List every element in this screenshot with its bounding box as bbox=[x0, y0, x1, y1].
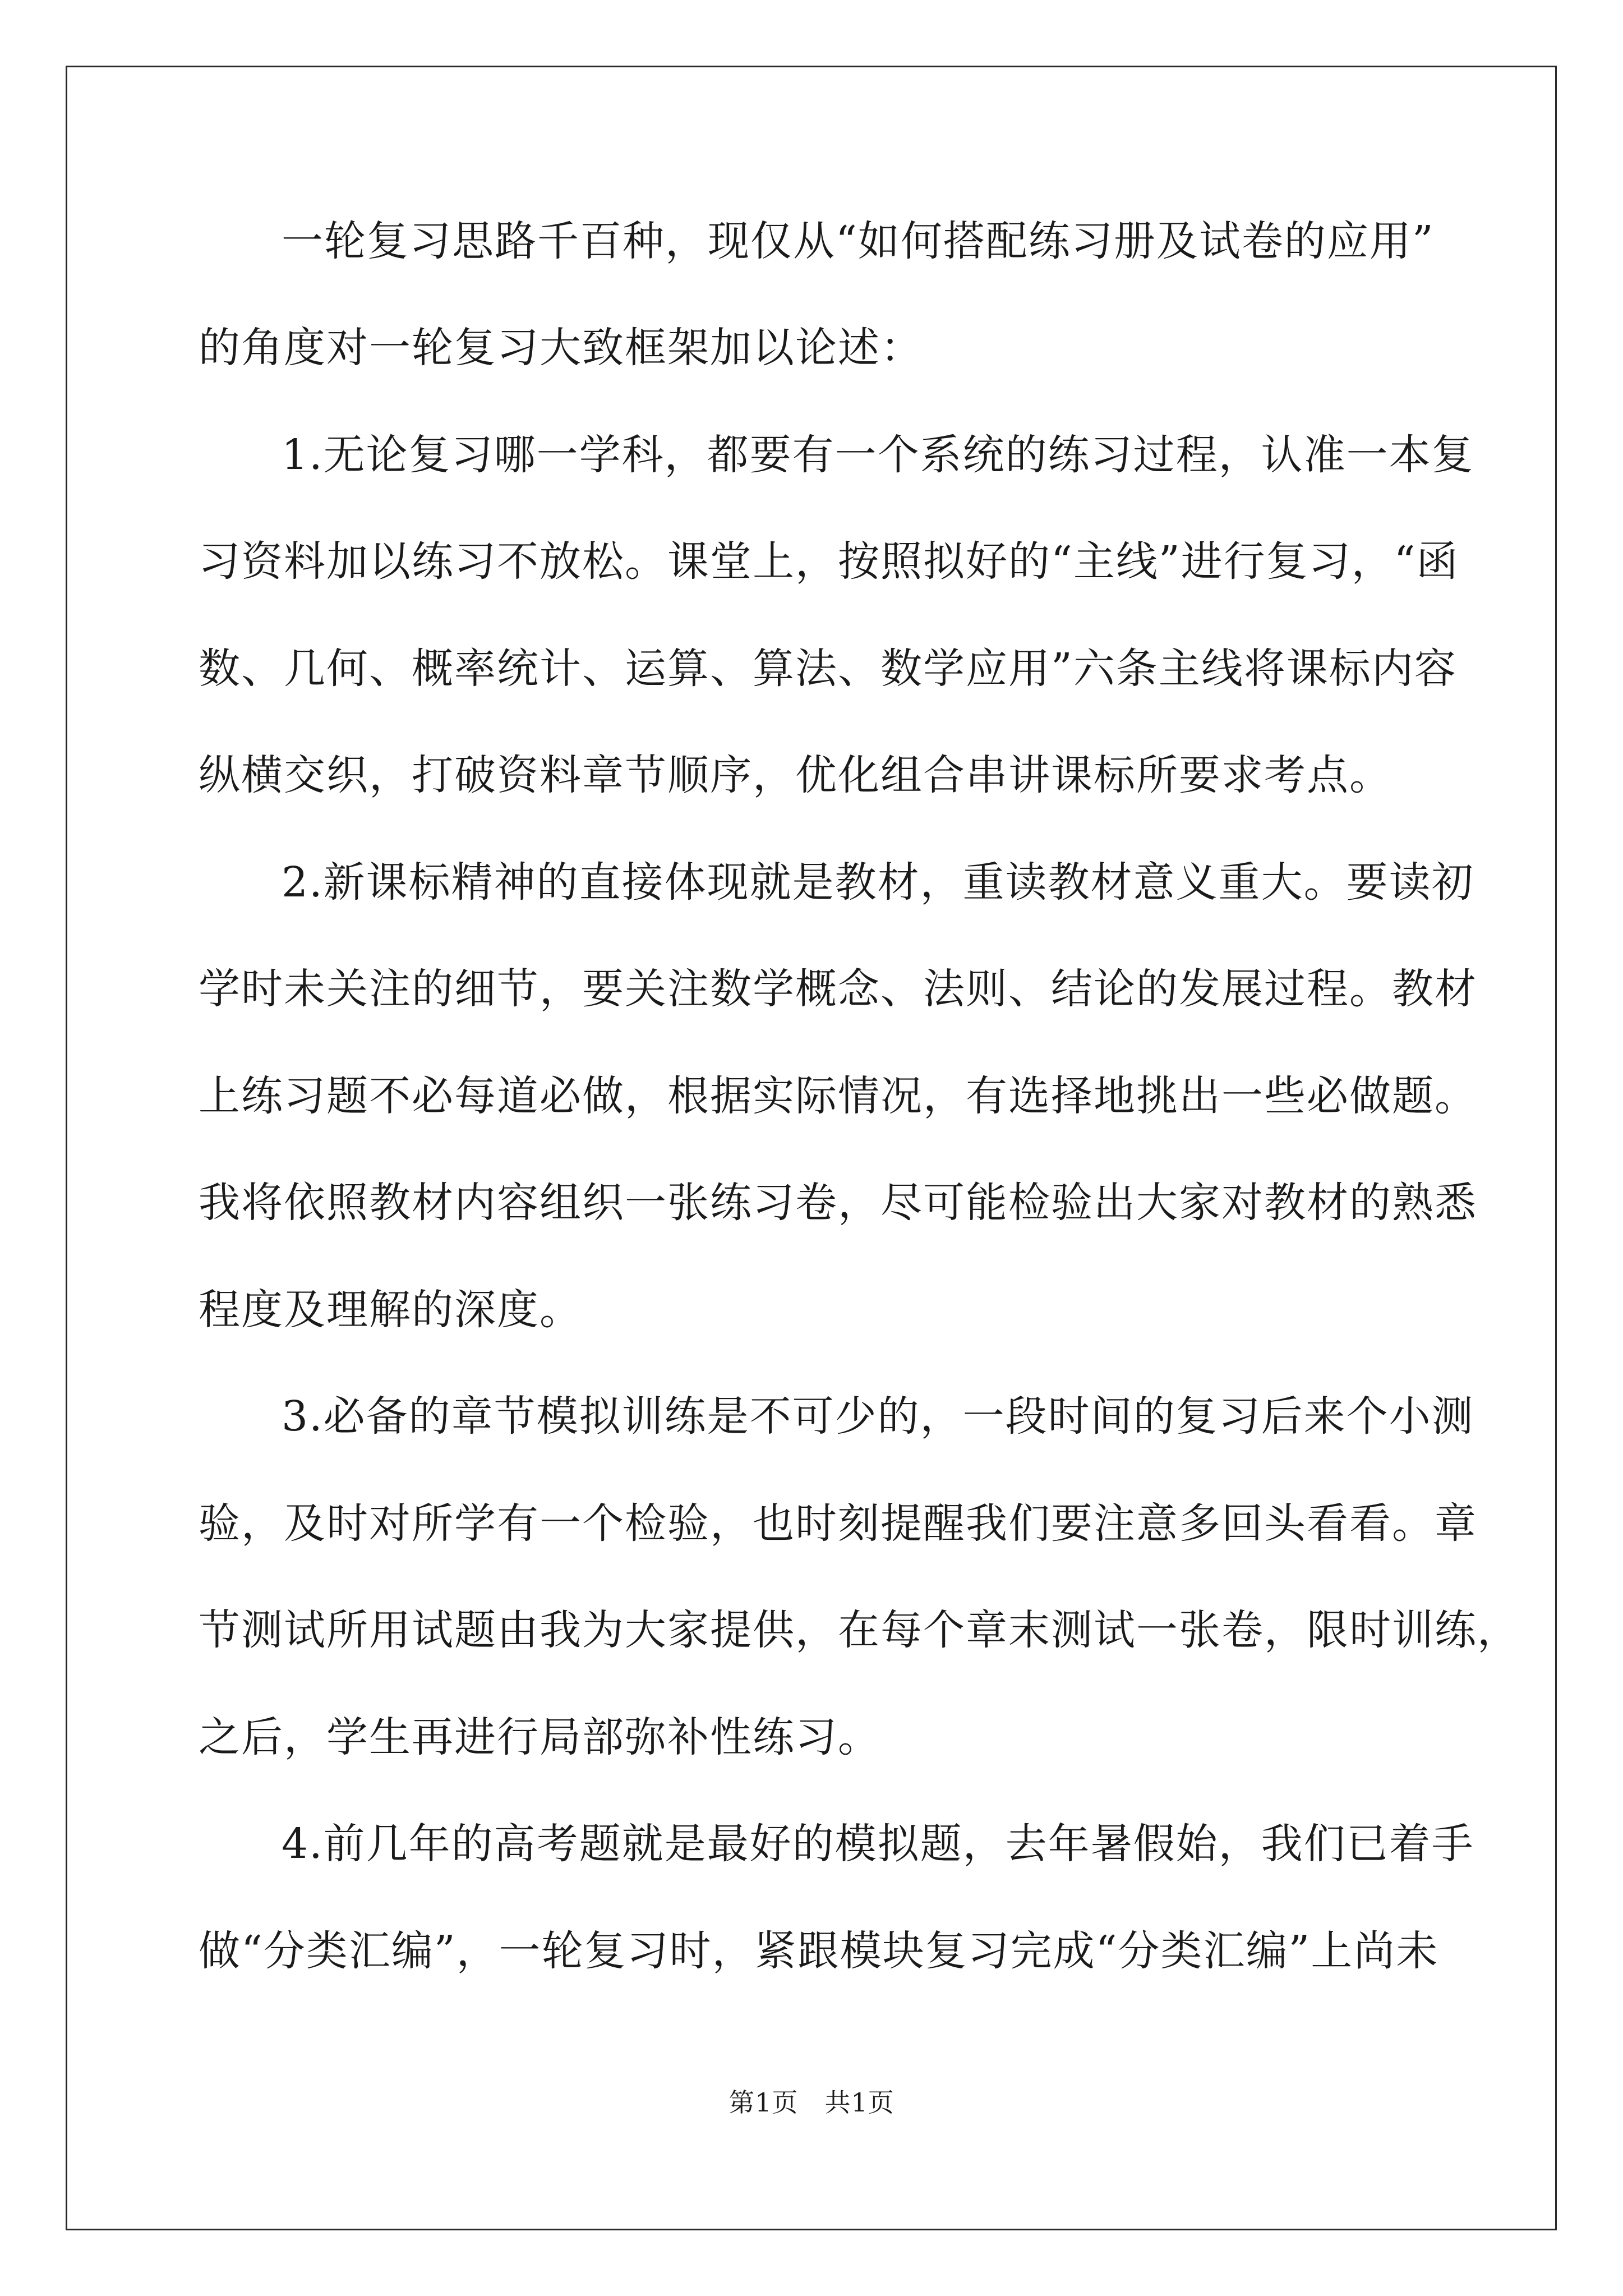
paragraph-3-line-1: 2.新课标精神的直接体现就是教材，重读教材意义重大。要读初 bbox=[282, 858, 1474, 907]
paragraph-3-line-5: 程度及理解的深度。 bbox=[199, 1286, 582, 1334]
paragraph-3-line-2: 学时未关注的细节，要关注数学概念、法则、结论的发展过程。教材 bbox=[199, 965, 1477, 1013]
paragraph-1-line-1: 一轮复习思路千百种，现仅从“如何搭配练习册及试卷的应用” bbox=[282, 217, 1435, 265]
paragraph-3-line-3: 上练习题不必每道必做，根据实际情况，有选择地挑出一些必做题。 bbox=[199, 1072, 1477, 1120]
paragraph-2-line-2: 习资料加以练习不放松。课堂上，按照拟好的“主线”进行复习，“函 bbox=[199, 537, 1459, 586]
paragraph-5-line-2: 做“分类汇编”，一轮复习时，紧跟模块复习完成“分类汇编”上尚未 bbox=[199, 1927, 1439, 1975]
paragraph-2-line-3: 数、几何、概率统计、运算、算法、数学应用”六条主线将课标内容 bbox=[199, 645, 1457, 693]
page-number-footer: 第1页 共1页 bbox=[728, 2087, 895, 2118]
page-border bbox=[66, 66, 1557, 2230]
paragraph-5-line-1: 4.前几年的高考题就是最好的模拟题，去年暑假始，我们已着手 bbox=[282, 1820, 1474, 1868]
paragraph-3-line-4: 我将依照教材内容组织一张练习卷，尽可能检验出大家对教材的熟悉 bbox=[199, 1179, 1477, 1227]
paragraph-2-line-1: 1.无论复习哪一学科，都要有一个系统的练习过程，认准一本复 bbox=[282, 431, 1474, 479]
paragraph-2-line-4: 纵横交织，打破资料章节顺序，优化组合串讲课标所要求考点。 bbox=[199, 751, 1392, 799]
paragraph-4-line-2: 验，及时对所学有一个检验，也时刻提醒我们要注意多回头看看。章 bbox=[199, 1499, 1477, 1548]
paragraph-1-line-2: 的角度对一轮复习大致框架加以论述： bbox=[199, 324, 923, 372]
paragraph-4-line-3: 节测试所用试题由我为大家提供，在每个章末测试一张卷，限时训练， bbox=[199, 1606, 1520, 1654]
paragraph-4-line-1: 3.必备的章节模拟训练是不可少的，一段时间的复习后来个小测 bbox=[282, 1392, 1474, 1441]
paragraph-4-line-4: 之后，学生再进行局部弥补性练习。 bbox=[199, 1713, 880, 1761]
